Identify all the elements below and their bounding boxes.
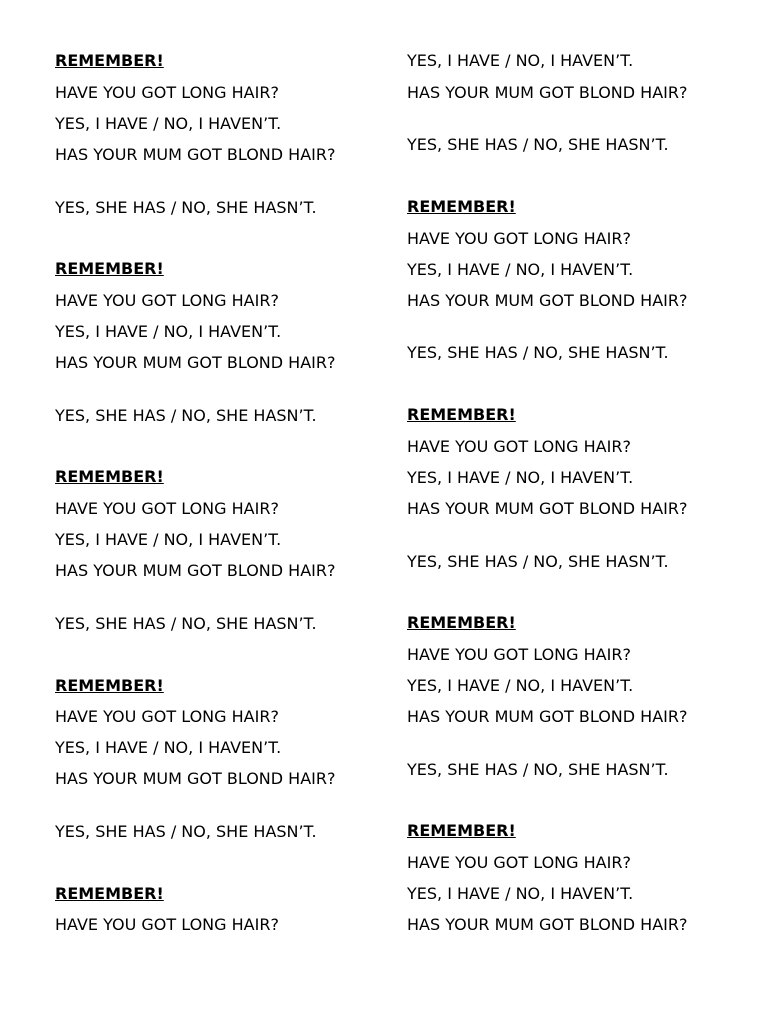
text-line: HAS YOUR MUM GOT BLOND HAIR? bbox=[55, 145, 336, 164]
remember-heading: REMEMBER! bbox=[407, 613, 516, 632]
text-line: YES, I HAVE / NO, I HAVEN’T. bbox=[407, 884, 634, 903]
text-line: YES, SHE HAS / NO, SHE HASN’T. bbox=[407, 343, 669, 362]
text-line: YES, SHE HAS / NO, SHE HASN’T. bbox=[55, 822, 317, 841]
remember-heading: REMEMBER! bbox=[407, 405, 516, 424]
text-line: HAS YOUR MUM GOT BLOND HAIR? bbox=[407, 291, 688, 310]
remember-heading: REMEMBER! bbox=[55, 676, 164, 695]
text-line: YES, SHE HAS / NO, SHE HASN’T. bbox=[55, 614, 317, 633]
text-line: HAS YOUR MUM GOT BLOND HAIR? bbox=[55, 353, 336, 372]
text-line: HAVE YOU GOT LONG HAIR? bbox=[407, 437, 631, 456]
text-line: YES, I HAVE / NO, I HAVEN’T. bbox=[55, 530, 282, 549]
text-line: HAVE YOU GOT LONG HAIR? bbox=[55, 83, 279, 102]
remember-heading: REMEMBER! bbox=[55, 51, 164, 70]
remember-heading: REMEMBER! bbox=[407, 821, 516, 840]
text-line: HAS YOUR MUM GOT BLOND HAIR? bbox=[407, 499, 688, 518]
text-line: YES, SHE HAS / NO, SHE HASN’T. bbox=[55, 406, 317, 425]
text-line: HAVE YOU GOT LONG HAIR? bbox=[55, 291, 279, 310]
text-line: HAS YOUR MUM GOT BLOND HAIR? bbox=[407, 83, 688, 102]
text-line: HAS YOUR MUM GOT BLOND HAIR? bbox=[407, 707, 688, 726]
text-line: YES, I HAVE / NO, I HAVEN’T. bbox=[55, 738, 282, 757]
text-line: HAVE YOU GOT LONG HAIR? bbox=[55, 499, 279, 518]
text-line: HAVE YOU GOT LONG HAIR? bbox=[407, 853, 631, 872]
text-line: HAVE YOU GOT LONG HAIR? bbox=[407, 229, 631, 248]
text-line: HAS YOUR MUM GOT BLOND HAIR? bbox=[55, 561, 336, 580]
text-line: YES, SHE HAS / NO, SHE HASN’T. bbox=[55, 198, 317, 217]
text-line: YES, I HAVE / NO, I HAVEN’T. bbox=[55, 114, 282, 133]
text-line: HAVE YOU GOT LONG HAIR? bbox=[55, 915, 279, 934]
text-line: YES, SHE HAS / NO, SHE HASN’T. bbox=[407, 135, 669, 154]
text-line: YES, I HAVE / NO, I HAVEN’T. bbox=[55, 322, 282, 341]
text-line: HAS YOUR MUM GOT BLOND HAIR? bbox=[55, 769, 336, 788]
text-line: YES, I HAVE / NO, I HAVEN’T. bbox=[407, 51, 634, 70]
text-line: YES, I HAVE / NO, I HAVEN’T. bbox=[407, 468, 634, 487]
remember-heading: REMEMBER! bbox=[55, 259, 164, 278]
text-line: HAS YOUR MUM GOT BLOND HAIR? bbox=[407, 915, 688, 934]
text-line: HAVE YOU GOT LONG HAIR? bbox=[55, 707, 279, 726]
text-line: YES, SHE HAS / NO, SHE HASN’T. bbox=[407, 760, 669, 779]
text-line: YES, I HAVE / NO, I HAVEN’T. bbox=[407, 260, 634, 279]
text-line: HAVE YOU GOT LONG HAIR? bbox=[407, 645, 631, 664]
remember-heading: REMEMBER! bbox=[407, 197, 516, 216]
remember-heading: REMEMBER! bbox=[55, 467, 164, 486]
text-line: YES, SHE HAS / NO, SHE HASN’T. bbox=[407, 552, 669, 571]
remember-heading: REMEMBER! bbox=[55, 884, 164, 903]
text-line: YES, I HAVE / NO, I HAVEN’T. bbox=[407, 676, 634, 695]
